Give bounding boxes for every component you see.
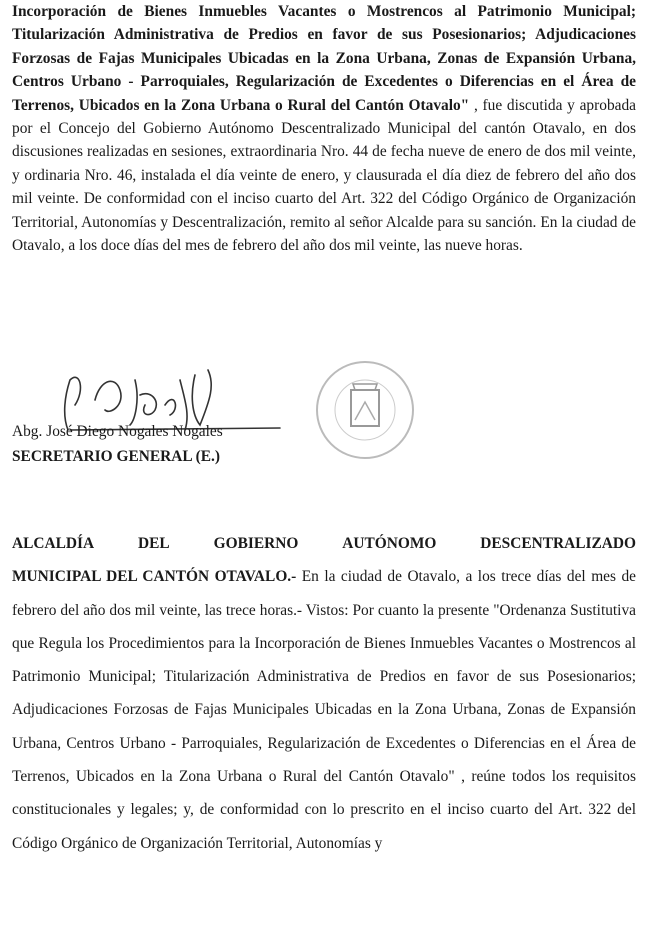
paragraph-2-body — [12, 560, 636, 860]
heading-word: ALCALDÍA — [12, 535, 95, 552]
paragraph-1 — [12, 0, 636, 257]
paragraph-1-text: , fue discutida y aprobada por el Concejo del Gobierno Autónomo Descentralizado Municipal del cantón Otavalo, en dos discusiones realizadas en sesiones, extraordinaria Nro. 44 de fecha nueve de enero de dos mil veinte, y ordinaria Nro. 46, instalada el día veinte de enero, y clausurada el día diez de febrero del año dos mil veinte. De conformidad con el inciso cuarto del Art. 322 del Código Orgánico de Organización Territorial, Autonomías y Descentralización, remito al señor Alcalde para su sanción. En la ciudad de Otavalo, a los doce días del mes de febrero del año dos mil veinte, las nueve horas. — [12, 96, 636, 255]
heading-continuation: MUNICIPAL DEL CANTÓN OTAVALO.- — [12, 568, 297, 586]
heading-word: AUTÓNOMO — [342, 535, 437, 552]
heading-word: DEL — [138, 535, 170, 552]
paragraph-2-heading — [12, 527, 636, 560]
ordinance-title-bold: Incorporación de Bienes Inmuebles Vacantes o Mostrencos al Patrimonio Municipal; Titularización Administrativa de Predios en favor de sus Posesionarios; Adjudicaciones Forzosas de Fajas Municipales Ubicadas en la Zona Urbana, Zonas de Expansión Urbana, Centros Urbano - Parroquiales, Regularización de Excedentes o Diferencias en el Área de Terrenos, Ubicados en la Zona Urbana o Rural del Cantón Otavalo" — [12, 3, 636, 114]
signer-name: Abg. José Diego Nogales Nogales — [12, 423, 223, 440]
heading-word: DESCENTRALIZADO — [480, 535, 636, 552]
signature-block — [0, 360, 647, 490]
paragraph-2 — [12, 527, 636, 860]
municipal-seal — [295, 360, 435, 470]
signer-title: SECRETARIO GENERAL (E.) — [12, 448, 220, 465]
heading-word: GOBIERNO — [213, 535, 299, 552]
paragraph-2-text: En la ciudad de Otavalo, a los trece días del mes de febrero del año dos mil veinte, las trece horas.- Vistos: Por cuanto la presente "Ordenanza Sustitutiva que Regula los Procedimientos para la Incorporación de Bienes Inmuebles Vacantes o Mostrencos al Patrimonio Municipal; Titularización Administrativa de Predios en favor de sus Posesionarios; Adjudicaciones Forzosas de Fajas Municipales Ubicadas en la Zona Urbana, Zonas de Expansión Urbana, Centros Urbano - Parroquiales, Regularización de Excedentes o Diferencias en el Área de Terrenos, Ubicados en la Zona Urbana o Rural del Cantón Otavalo" , reúne todos los requisitos constitucionales y legales; y, de conformidad con lo prescrito en el inciso cuarto del Art. 322 del Código Orgánico de Organización Territorial, Autonomías y — [12, 568, 636, 852]
